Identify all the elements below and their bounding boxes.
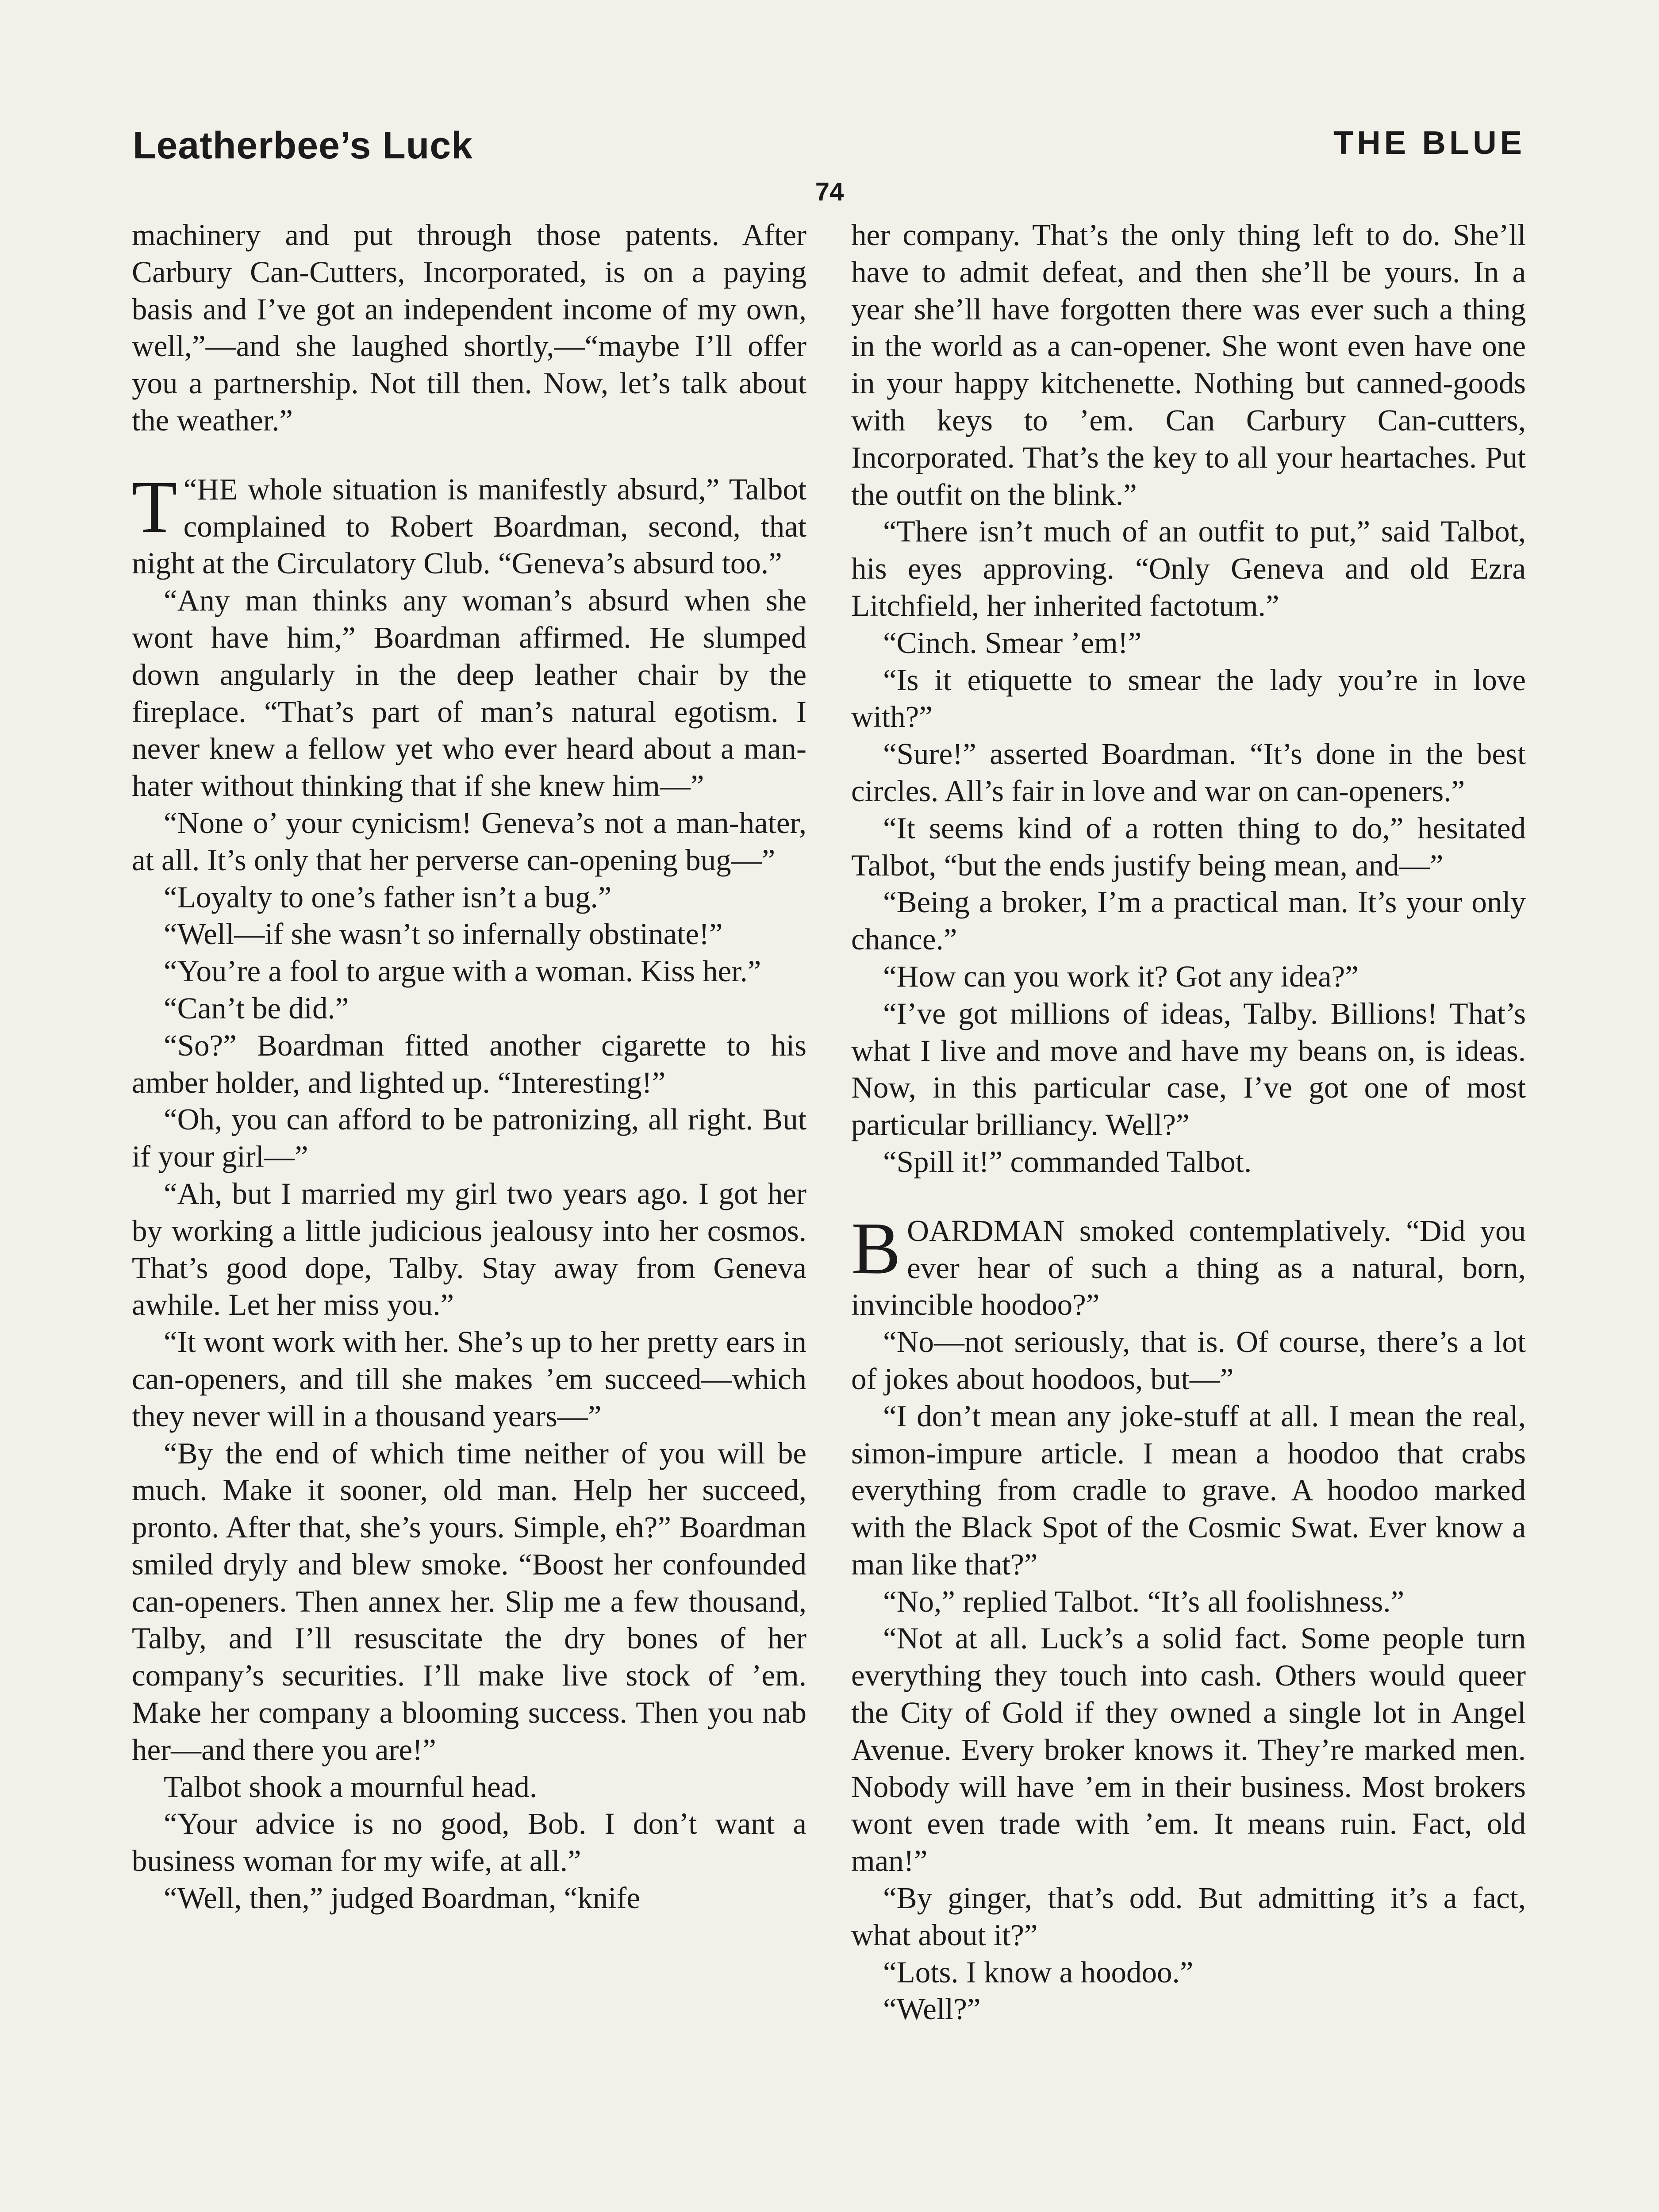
paragraph: “No—not seriously, that is. Of course, there’s a lot of jokes about hoodoos, but—” (851, 1325, 1526, 1396)
section-text: OARDMAN smoked contemplatively. “Did you ever hear of such a thing as a natural, born, invincible hoodoo?” (851, 1214, 1526, 1322)
paragraph: “By the end of which time neither of you will be much. Make it sooner, old man. Help her succeed, pronto. After that, she’s yours. Simple, eh?” Boardman smiled dryly and blew smoke. “Boost her confounded can-openers. Then annex her. Slip me a few thousand, Talby, and I’ll resuscitate the dry bones of her company’s securities. I’ll make live stock of ’em. Make her company a blooming success. Then you nab her—and there you are!” (132, 1436, 806, 1767)
magazine-title: THE BLUE (1333, 124, 1525, 161)
section-paragraph (132, 465, 806, 582)
paragraph: “By ginger, that’s odd. But admitting it’s a fact, what about it?” (851, 1881, 1526, 1952)
paragraph: “Can’t be did.” (164, 991, 349, 1025)
paragraph: “I’ve got millions of ideas, Talby. Billions! That’s what I live and move and have my beans on, is ideas. Now, in this particular case, I’ve got one of most particular brilliancy. Well?” (851, 996, 1526, 1142)
left-column (132, 217, 806, 1917)
paragraph: “Lots. I know a hoodoo.” (883, 1955, 1194, 1989)
section-text: HE whole situation is manifestly absurd,” Talbot complained to Robert Boardman, second, that night at the Circulatory Club. “Geneva’s absurd too.” (132, 472, 806, 580)
paragraph: “I don’t mean any joke-stuff at all. I mean the real, simon-impure article. I mean a hoodoo that crabs everything from cradle to grave. A hoodoo marked with the Black Spot of the Cosmic Swat. Ever know a man like that?” (851, 1399, 1526, 1581)
paragraph: “You’re a fool to argue with a woman. Kiss her.” (164, 954, 761, 988)
paragraph: machinery and put through those patents. After Carbury Can-Cutters, Incorporated, is on a paying basis and I’ve got an independent income of my own, well,”—and she laughed shortly,—“maybe I’ll offer you a partnership. Not till then. Now, let’s talk about the weather.” (132, 218, 806, 437)
paragraph: “Sure!” asserted Boardman. “It’s done in the best circles. All’s fair in love and war on can-openers.” (851, 737, 1526, 808)
paragraph: “Ah, but I married my girl two years ago. I got her by working a little judicious jealousy into her cosmos. That’s good dope, Talby. Stay away from Geneva awhile. Let her miss you.” (132, 1176, 806, 1322)
paragraph: “How can you work it? Got any idea?” (883, 959, 1359, 993)
paragraph: “Is it etiquette to smear the lady you’re in love with?” (851, 663, 1526, 734)
paragraph: “Well—if she wasn’t so infernally obstinate!” (164, 917, 723, 951)
paragraph: “None o’ your cynicism! Geneva’s not a man-hater, at all. It’s only that her perverse can-opening bug—” (132, 806, 806, 877)
paragraph: Talbot shook a mournful head. (164, 1770, 538, 1804)
drop-cap: T (132, 465, 177, 548)
story-title: Leatherbee’s Luck (133, 124, 473, 167)
paragraph: “Loyalty to one’s father isn’t a bug.” (164, 880, 612, 914)
paragraph: “Spill it!” commanded Talbot. (883, 1144, 1252, 1179)
paragraph: “No,” replied Talbot. “It’s all foolishness.” (883, 1584, 1405, 1618)
paragraph: “Any man thinks any woman’s absurd when she wont have him,” Boardman affirmed. He slumped down angularly in the deep leather chair by the fireplace. “That’s part of man’s natural egotism. I never knew a fellow yet who ever heard about a man-hater without thinking that if she knew him—” (132, 584, 806, 803)
dropcap-quote: “ (183, 472, 197, 506)
paragraph: “Well, then,” judged Boardman, “knife (164, 1881, 640, 1915)
paragraph: “Cinch. Smear ’em!” (883, 626, 1142, 660)
right-column (851, 217, 1526, 2028)
paragraph: “Being a broker, I’m a practical man. It’s your only chance.” (851, 885, 1526, 956)
paragraph: “It seems kind of a rotten thing to do,” hesitated Talbot, “but the ends justify being mean, and—” (851, 811, 1526, 882)
paragraph: “Well?” (883, 1992, 981, 2026)
running-head (133, 119, 1525, 173)
paragraph: “So?” Boardman fitted another cigarette to his amber holder, and lighted up. “Interesting!” (132, 1028, 806, 1099)
drop-cap: B (851, 1207, 901, 1290)
section-paragraph (851, 1207, 1526, 1324)
paragraph: “It wont work with her. She’s up to her pretty ears in can-openers, and till she makes ’em succeed—which they never will in a thousand years—” (132, 1325, 806, 1433)
paragraph: “Oh, you can afford to be patronizing, all right. But if your girl—” (132, 1102, 806, 1174)
paragraph: “There isn’t much of an outfit to put,” said Talbot, his eyes approving. “Only Geneva and old Ezra Litchfield, her inherited factotum.” (851, 515, 1526, 622)
page-number: 74 (815, 177, 844, 206)
paragraph: her company. That’s the only thing left to do. She’ll have to admit defeat, and then she’ll be yours. In a year she’ll have forgotten there was ever such a thing in the world as a can-opener. She wont even have one in your happy kitchenette. Nothing but canned-goods with keys to ’em. Can Carbury Can-cutters, Incorporated. That’s the key to all your heartaches. Put the outfit on the blink.” (851, 218, 1526, 511)
paragraph: “Not at all. Luck’s a solid fact. Some people turn everything they touch into cash. Others would queer the City of Gold if they owned a single lot in Angel Avenue. Every broker knows it. They’re marked men. Nobody will have ’em in their business. Most brokers wont even trade with ’em. It means ruin. Fact, old man!” (851, 1621, 1526, 1878)
paragraph: “Your advice is no good, Bob. I don’t want a business woman for my wife, at all.” (132, 1807, 806, 1878)
